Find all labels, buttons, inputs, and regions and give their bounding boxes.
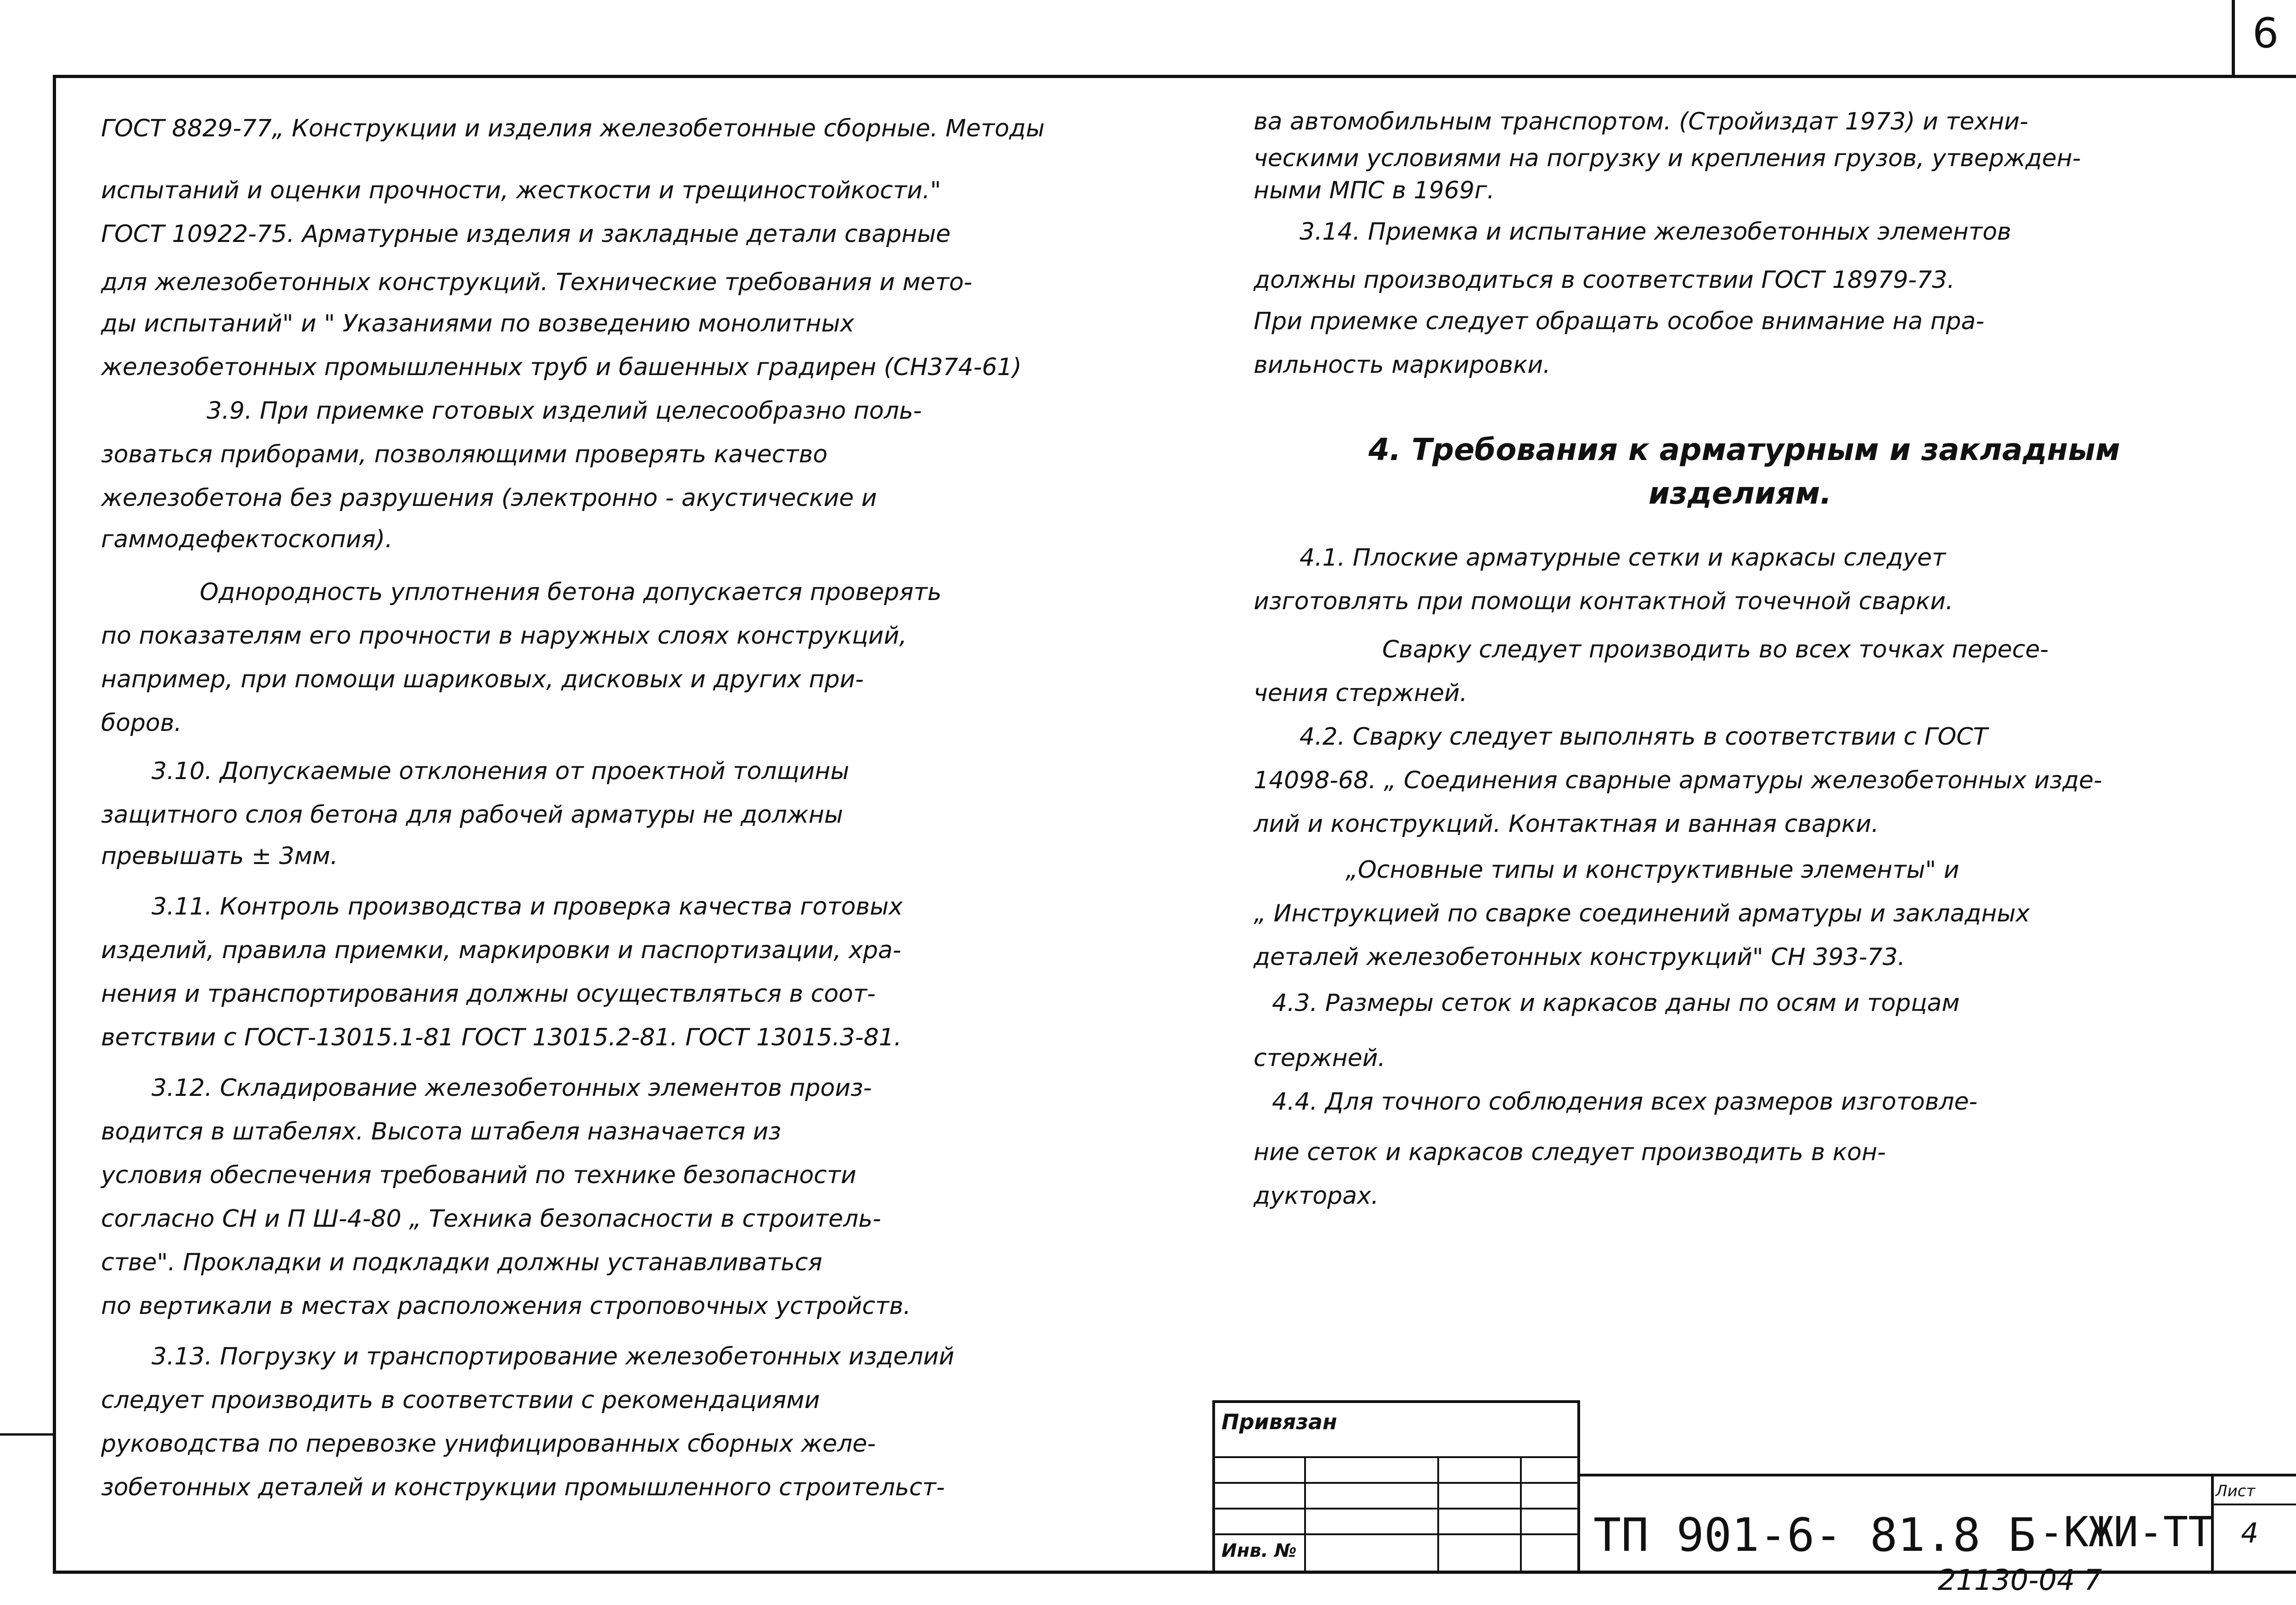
text-line: нения и транспортирования должны осуществляться в соот- xyxy=(101,980,876,1008)
stamp-top-line xyxy=(1212,1400,1580,1403)
stamp-row-line xyxy=(1212,1533,1580,1535)
sheet-cell-divider xyxy=(2211,1504,2296,1505)
text-line: например, при помощи шариковых, дисковых и других при- xyxy=(101,666,864,693)
stamp-col-line xyxy=(1304,1456,1306,1572)
text-line: 3.13. Погрузку и транспортирование железобетонных изделий xyxy=(152,1343,955,1370)
sheet-value: 4 xyxy=(2241,1517,2259,1549)
sheet-label: Лист xyxy=(2216,1482,2256,1500)
text-line: ние сеток и каркасов следует производить в кон- xyxy=(1254,1139,1886,1166)
text-line: должны производиться в соответствии ГОСТ 18979-73. xyxy=(1254,266,1955,294)
left-column xyxy=(101,96,1185,1566)
text-line: 3.11. Контроль производства и проверка качества готовых xyxy=(152,893,903,920)
text-line: гаммодефектоскопия). xyxy=(101,526,393,553)
text-line: 4.2. Сварку следует выполнять в соответствии с ГОСТ xyxy=(1300,723,1988,751)
text-line: по показателям его прочности в наружных слоях конструкций, xyxy=(101,622,907,650)
archive-number: 21130-04 7 xyxy=(1938,1563,2102,1597)
text-line: „Основные типы и конструктивные элементы" и xyxy=(1345,856,1959,884)
text-line: ГОСТ 10922-75. Арматурные изделия и закладные детали сварные xyxy=(101,220,951,248)
text-line: руководства по перевозке унифицированных сборных желе- xyxy=(101,1430,876,1458)
text-line: чения стержней. xyxy=(1254,679,1468,707)
text-line: изделий, правила приемки, маркировки и паспортизации, хра- xyxy=(101,937,901,964)
frame-top-line xyxy=(53,75,2296,78)
attached-label: Привязан xyxy=(1221,1409,1337,1434)
text-line: железобетонных промышленных труб и башенных градирен (СН374-61) xyxy=(101,354,1022,381)
text-line: стержней. xyxy=(1254,1044,1386,1072)
text-line: зобетонных деталей и конструкции промышленного строительст- xyxy=(101,1474,945,1501)
text-line: вильность маркировки. xyxy=(1254,351,1551,379)
top-sheet-number: 6 xyxy=(2252,9,2279,57)
text-line: 3.14. Приемка и испытание железобетонных элементов xyxy=(1300,218,2011,246)
text-line: При приемке следует обращать особое внимание на пра- xyxy=(1254,308,1985,335)
text-line: 3.10. Допускаемые отклонения от проектной толщины xyxy=(152,758,850,785)
text-line: железобетона без разрушения (электронно - акустические и xyxy=(101,484,877,512)
frame-left-line xyxy=(53,75,56,1574)
sheet-box-left xyxy=(2232,0,2235,75)
section-heading-continuation: изделиям. xyxy=(1649,476,1832,511)
stamp-code-top xyxy=(1577,1474,2296,1476)
document-suffix: -КЖИ-ТТ xyxy=(2039,1508,2213,1556)
text-line: защитного слоя бетона для рабочей арматуры не должны xyxy=(101,801,843,829)
text-line: ГОСТ 8829-77„ Конструкции и изделия железобетонные сборные. Методы xyxy=(101,115,1045,142)
section-heading: 4. Требования к арматурным и закладным xyxy=(1368,432,2121,467)
stamp-row-line xyxy=(1212,1508,1580,1510)
text-line: ческими условиями на погрузку и крепления грузов, утвержден- xyxy=(1254,145,2081,172)
stamp-row-line xyxy=(1212,1482,1580,1484)
text-line: превышать ± 3мм. xyxy=(101,842,338,870)
text-line: „ Инструкцией по сварке соединений арматуры и закладных xyxy=(1254,900,2030,927)
right-column xyxy=(1254,96,2291,1244)
text-line: стве". Прокладки и подкладки должны устанавливаться xyxy=(101,1249,822,1276)
text-line: условия обеспечения требований по технике безопасности xyxy=(101,1162,856,1189)
text-line: лий и конструкций. Контактная и ванная сварки. xyxy=(1254,810,1879,838)
text-line: изготовлять при помощи контактной точечной сварки. xyxy=(1254,588,1953,615)
text-line: дукторах. xyxy=(1254,1182,1379,1210)
stamp-divider xyxy=(1577,1400,1580,1572)
text-line: деталей железобетонных конструкций" СН 393-73. xyxy=(1254,943,1906,971)
stamp-col-line xyxy=(1437,1456,1439,1572)
text-line: ды испытаний" и " Указаниями по возведению монолитных xyxy=(101,310,855,337)
text-line: водится в штабелях. Высота штабеля назначается из xyxy=(101,1118,781,1145)
text-line: 4.1. Плоские арматурные сетки и каркасы следует xyxy=(1300,544,1946,572)
text-line: зоваться приборами, позволяющими проверять качество xyxy=(101,441,828,468)
text-line: Сварку следует производить во всех точках пересе- xyxy=(1382,636,2049,663)
stamp-left-line xyxy=(1212,1400,1215,1572)
text-line: 3.9. При приемке готовых изделий целесообразно поль- xyxy=(207,397,922,425)
text-line: испытаний и оценки прочности, жесткости и трещиностойкости." xyxy=(101,177,941,204)
title-block xyxy=(1212,1400,2296,1574)
inventory-label: Инв. № xyxy=(1221,1540,1297,1561)
text-line: 4.4. Для точного соблюдения всех размеров изготовле- xyxy=(1272,1088,1978,1116)
text-line: ными МПС в 1969г. xyxy=(1254,177,1495,204)
text-line: боров. xyxy=(101,709,182,737)
text-line: для железобетонных конструкций. Технические требования и мето- xyxy=(101,269,973,296)
stamp-row-line xyxy=(1212,1456,1580,1458)
text-line: Однородность уплотнения бетона допускается проверять xyxy=(200,578,942,606)
text-line: 14098-68. „ Соединения сварные арматуры железобетонных изде- xyxy=(1254,767,2102,794)
outer-margin-line xyxy=(0,1433,53,1436)
text-line: ва автомобильным транспортом. (Стройиздат 1973) и техни- xyxy=(1254,108,2028,135)
text-line: согласно СН и П Ш-4-80 „ Техника безопасности в строитель- xyxy=(101,1205,881,1233)
stamp-col-line xyxy=(1520,1456,1522,1572)
text-line: следует производить в соответствии с рекомендациями xyxy=(101,1386,820,1414)
text-line: 3.12. Складирование железобетонных элементов произ- xyxy=(152,1074,872,1102)
document-code: ТП 901-6- 81.8 Б xyxy=(1593,1508,2036,1562)
text-line: ветствии с ГОСТ-13015.1-81 ГОСТ 13015.2-81. ГОСТ 13015.3-81. xyxy=(101,1024,902,1051)
text-line: по вертикали в местах расположения строповочных устройств. xyxy=(101,1292,911,1320)
text-line: 4.3. Размеры сеток и каркасов даны по осям и торцам xyxy=(1272,989,1960,1017)
